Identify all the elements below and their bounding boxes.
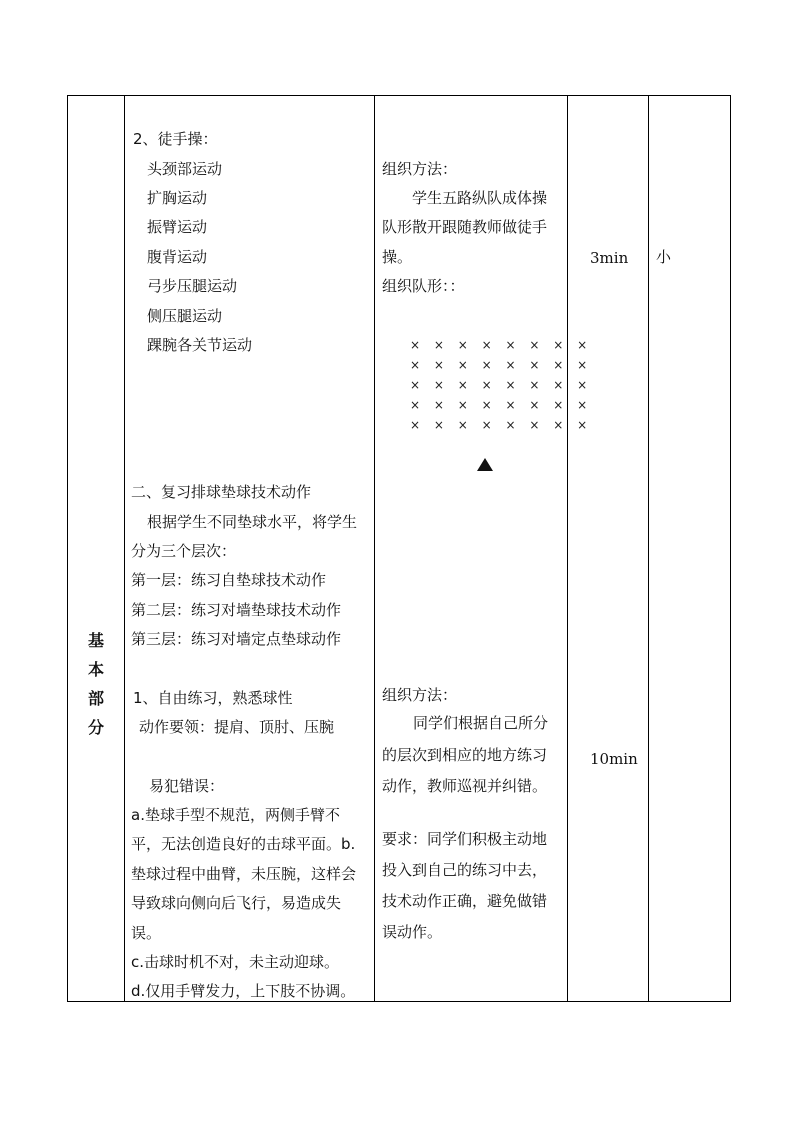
review-intro: 根据学生不同垫球水平，将学生 bbox=[147, 513, 358, 531]
section-label-char: 分 bbox=[87, 718, 104, 737]
formation-row: × × × × × × × × bbox=[410, 398, 593, 412]
warmup-item: 振臂运动 bbox=[147, 218, 208, 236]
error-line: d.仅用手臂发力，上下肢不协调。 bbox=[131, 982, 356, 1000]
column-divider bbox=[648, 95, 649, 1002]
section-label-char: 本 bbox=[87, 660, 104, 679]
warmup-item: 侧压腿运动 bbox=[147, 307, 223, 325]
formation-row: × × × × × × × × bbox=[410, 378, 593, 392]
section-label-char: 部 bbox=[87, 689, 104, 708]
column-divider bbox=[567, 95, 568, 1002]
method-line: 动作，教师巡视并纠错。 bbox=[382, 777, 548, 795]
requirement-line: 投入到自己的练习中去， bbox=[382, 861, 548, 879]
practice-title: 1、自由练习，熟悉球性 bbox=[133, 689, 293, 707]
warmup-item: 腹背运动 bbox=[147, 248, 208, 266]
method-line: 同学们根据自己所分 bbox=[413, 714, 549, 732]
level-item: 第三层：练习对墙定点垫球动作 bbox=[131, 630, 342, 648]
requirement-line: 误动作。 bbox=[382, 923, 443, 941]
method-title: 组织方法： bbox=[382, 686, 458, 704]
method-line: 队形散开跟随教师做徒手 bbox=[382, 218, 548, 236]
formation-row: × × × × × × × × bbox=[410, 338, 593, 352]
method-line: 操。 bbox=[382, 248, 413, 266]
review-intro: 分为三个层次： bbox=[131, 542, 237, 560]
method-line: 学生五路纵队成体操 bbox=[412, 189, 548, 207]
error-line: c.击球时机不对，未主动迎球。 bbox=[131, 953, 340, 971]
warmup-title: 2、徒手操： bbox=[133, 130, 218, 148]
warmup-item: 头颈部运动 bbox=[147, 160, 223, 178]
errors-title: 易犯错误： bbox=[149, 777, 225, 795]
level-item: 第一层：练习自垫球技术动作 bbox=[131, 571, 327, 589]
warmup-item: 踝腕各关节运动 bbox=[147, 336, 253, 354]
error-line: 垫球过程中曲臂，未压腕，这样会 bbox=[131, 865, 357, 883]
review-title: 二、复习排球垫球技术动作 bbox=[131, 483, 312, 501]
error-line: a.垫球手型不规范，两侧手臂不 bbox=[131, 806, 340, 824]
triangle-icon bbox=[477, 458, 493, 471]
column-divider bbox=[374, 95, 375, 1002]
formation-grid bbox=[410, 335, 592, 435]
requirement-line: 要求：同学们积极主动地 bbox=[382, 830, 548, 848]
requirement-line: 技术动作正确，避免做错 bbox=[382, 892, 548, 910]
formation-title: 组织队形：： bbox=[382, 277, 465, 295]
level-item: 第二层：练习对墙垫球技术动作 bbox=[131, 601, 342, 619]
method-title: 组织方法： bbox=[382, 160, 458, 178]
warmup-item: 弓步压腿运动 bbox=[147, 277, 238, 295]
warmup-item: 扩胸运动 bbox=[147, 189, 208, 207]
key-points: 动作要领：提肩、顶肘、压腕 bbox=[139, 718, 335, 736]
formation-row: × × × × × × × × bbox=[410, 418, 593, 432]
error-line: 误。 bbox=[131, 924, 162, 942]
formation-row: × × × × × × × × bbox=[410, 358, 593, 372]
error-line: 平，无法创造良好的击球平面。b. bbox=[131, 835, 356, 853]
intensity-warmup: 小 bbox=[656, 248, 672, 266]
column-divider bbox=[124, 95, 125, 1002]
error-line: 导致球向侧向后飞行，易造成失 bbox=[131, 894, 342, 912]
section-label-char: 基 bbox=[87, 631, 104, 650]
time-practice: 10min bbox=[590, 750, 638, 768]
time-warmup: 3min bbox=[590, 249, 629, 267]
method-line: 的层次到相应的地方练习 bbox=[382, 746, 548, 764]
